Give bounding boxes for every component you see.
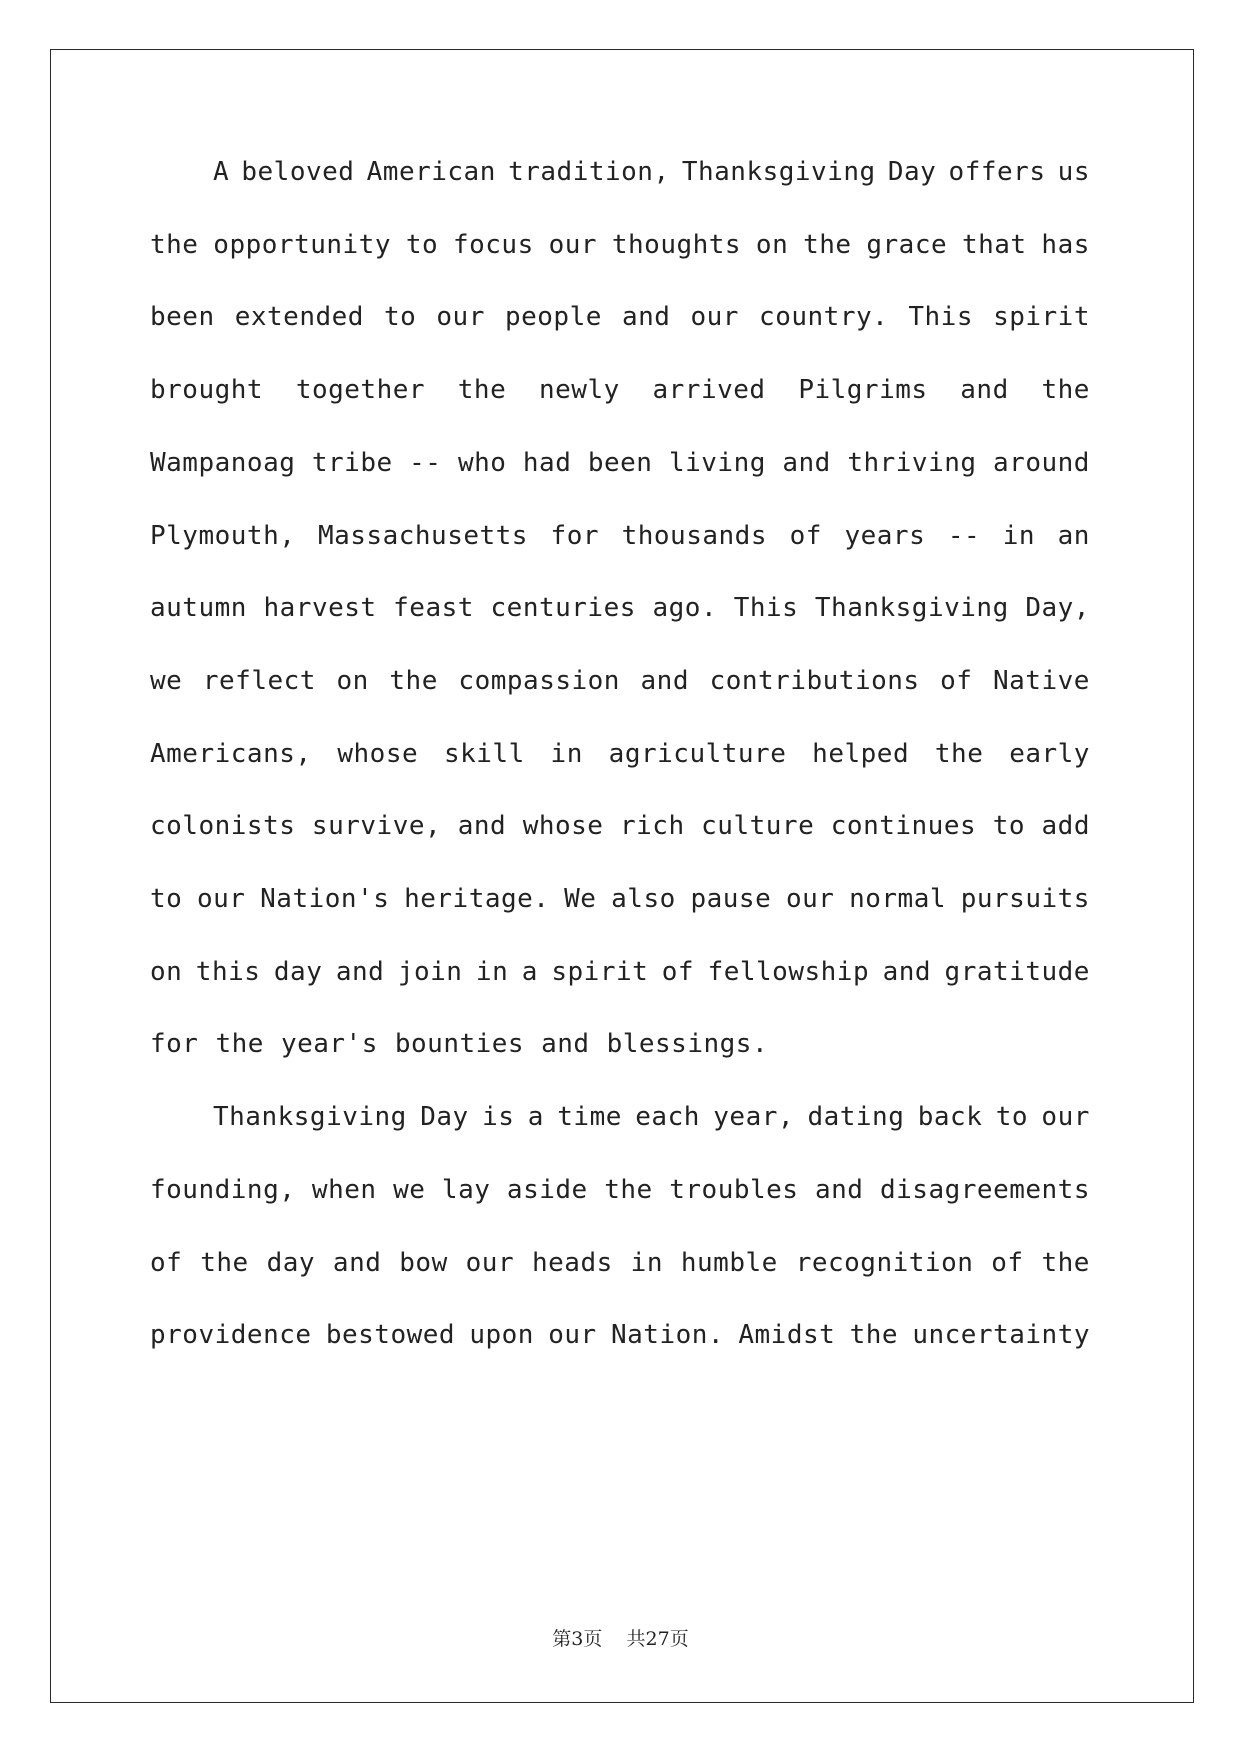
word: and [457,811,507,842]
word: is [482,1102,515,1133]
word: the [200,1247,249,1278]
word: Pilgrims [798,375,928,406]
word: in [630,1247,663,1278]
word: spirit [551,956,649,987]
word: this [195,956,261,987]
word: opportunity [213,229,391,260]
word: extended [234,302,364,333]
word: We [564,884,597,914]
word: newly [538,375,620,406]
word: and [882,956,932,987]
word: to [992,811,1025,842]
word: contributions [709,665,920,696]
word: to [384,302,417,333]
word: heritage. [404,884,550,914]
word: to [405,229,439,260]
word: time [557,1102,622,1133]
word: and [332,1247,382,1278]
word: feast [393,593,474,624]
word: blessings. [606,1029,769,1060]
word: of [661,956,695,987]
word: we [393,1174,426,1205]
word: tribe [311,447,393,478]
word: the [604,1174,653,1205]
word: lay [441,1174,491,1205]
word: and [541,1029,590,1060]
word: Thanksgiving [814,593,1009,624]
word: our [548,229,598,260]
text-line [150,588,1090,628]
word: arrived [652,375,766,406]
word: beloved [241,157,355,187]
word: troubles [669,1174,799,1205]
word: together [295,375,426,406]
word: Plymouth, [150,520,296,551]
word: thoughts [611,229,742,260]
word: Americans, [150,738,312,769]
page-label-prefix: 第 [552,1628,572,1650]
word: of [940,665,973,696]
word: focus [452,229,534,260]
word: an [1057,520,1090,551]
word: our [436,302,485,333]
text-line [150,443,1090,483]
text-line [150,1243,1090,1283]
word: pursuits [960,884,1090,914]
current-page-number: 3 [571,1628,584,1650]
word: skill [443,738,525,769]
word: our [785,884,835,914]
word: Day, [1025,593,1090,624]
word: of [150,1247,183,1278]
word: whose [337,738,419,769]
word: founding, [150,1174,296,1205]
word: Day [420,1102,469,1133]
word: of [991,1247,1024,1278]
word: brought [150,375,264,406]
word: year, [713,1102,795,1133]
word: the [849,1320,899,1351]
word: in [550,738,583,769]
word: the [457,375,507,406]
total-label-suffix: 页 [669,1628,689,1650]
word: Thanksgiving [681,157,876,187]
word: our [548,1320,597,1351]
word: uncertainty [912,1320,1090,1351]
word: reflect [202,665,316,696]
word: survive, [311,811,442,842]
word: on [150,956,183,987]
word: Day [887,157,937,187]
text-line [150,1097,1090,1137]
word: of [789,520,822,551]
word: year's [280,1029,378,1060]
word: country. [759,302,889,333]
total-pages-number: 27 [645,1628,670,1650]
text-line [150,152,1090,192]
word: Thanksgiving [213,1102,407,1133]
word: bow [399,1247,448,1278]
word: in [475,956,509,987]
word: day [266,1247,316,1278]
word: us [1057,157,1090,187]
word: people [504,302,602,333]
word: Amidst [738,1320,836,1351]
word: a [521,956,538,987]
word: disagreements [880,1174,1090,1205]
word: also [611,884,676,914]
word: whose [522,811,604,842]
word: who [457,447,507,478]
text-line [150,516,1090,556]
word: early [1009,738,1090,769]
word: compassion [458,665,620,696]
word: This [908,302,973,333]
word: rich [620,811,685,842]
word: been [587,447,653,478]
text-line [150,952,1090,992]
word: offers [948,157,1046,187]
word: dating [807,1102,905,1133]
word: American [366,157,496,187]
word: for [550,520,600,551]
word: fellowship [707,956,870,987]
word: recognition [795,1247,974,1278]
word: thriving [847,447,977,478]
word: around [993,447,1090,478]
text-line [150,1170,1090,1210]
word: had [522,447,572,478]
word: the [150,229,199,260]
word: colonists [150,811,296,842]
word: thousands [621,520,767,551]
text-line [150,734,1090,774]
word: humble [680,1247,778,1278]
text-line [150,297,1090,337]
word: the [1041,1247,1090,1278]
word: Massachusetts [317,520,528,551]
word: Nation's [260,884,390,914]
word: our [690,302,739,333]
word: bounties [394,1029,525,1060]
word: to [150,884,183,914]
word: harvest [263,593,377,624]
word: day [273,956,323,987]
word: living [668,447,766,478]
word: the [934,738,984,769]
word: the [215,1029,264,1060]
word: ago. [652,593,718,624]
word: -- [947,520,981,551]
total-label-prefix: 共 [626,1628,646,1650]
word: back [917,1102,983,1133]
footer-gap [602,1628,626,1650]
word: gratitude [944,956,1090,987]
word: on [336,665,369,696]
word: our [197,884,246,914]
word: This [733,593,799,624]
word: the [803,229,852,260]
page-footer [0,1624,1241,1651]
page-label-suffix: 页 [583,1628,603,1650]
word: on [755,229,789,260]
word: tradition, [508,157,670,187]
word: A [213,157,230,187]
word: to [995,1102,1029,1133]
word: we [150,665,183,696]
word: a [527,1102,544,1133]
text-line [150,370,1090,410]
word: grace [866,229,948,260]
word: spirit [993,302,1090,333]
word: the [389,665,438,696]
text-line [150,806,1090,846]
word: Wampanoag [150,447,296,478]
word: heads [532,1247,613,1278]
word: in [1002,520,1036,551]
word: the [1041,375,1090,406]
word: -- [409,447,442,478]
text-line [150,225,1090,265]
word: pause [690,884,772,914]
word: our [1041,1102,1090,1133]
word: been [150,302,215,333]
word: when [311,1174,377,1205]
word: each [635,1102,700,1133]
word: aside [506,1174,588,1205]
word: centuries [490,593,636,624]
word: and [815,1174,864,1205]
word: Native [993,665,1090,696]
word: normal [849,884,947,914]
word: culture [701,811,815,842]
text-line [150,661,1090,701]
word: and [640,665,689,696]
word: that [961,229,1027,260]
word: our [465,1247,515,1278]
word: upon [469,1320,534,1351]
word: and [782,447,831,478]
word: join [397,956,463,987]
word: Nation. [611,1320,725,1351]
word: providence [150,1320,312,1351]
word: bestowed [325,1320,456,1351]
word: helped [812,738,910,769]
word: and [621,302,671,333]
text-line [150,879,1090,919]
word: has [1041,229,1090,260]
word: years [844,520,926,551]
word: and [960,375,1009,406]
word: and [335,956,385,987]
word: continues [830,811,977,842]
word: autumn [150,593,247,624]
word: add [1041,811,1090,842]
word: for [150,1029,199,1060]
text-line [150,1024,1090,1064]
text-line [150,1315,1090,1355]
word: agriculture [608,738,787,769]
